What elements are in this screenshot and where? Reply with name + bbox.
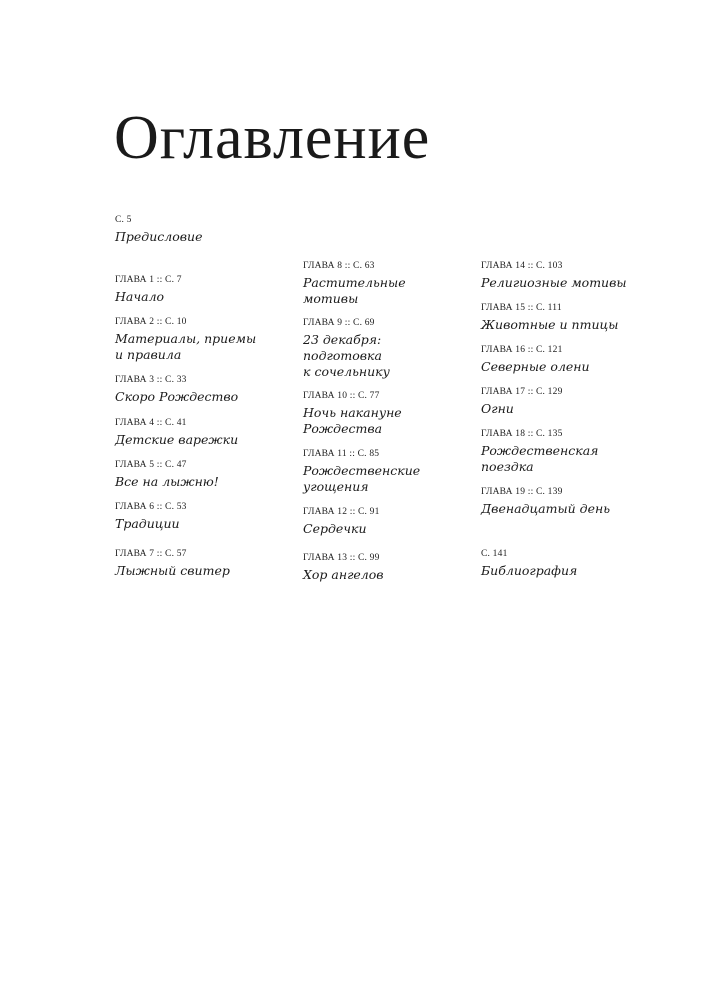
toc-entry-page-ref: ГЛАВА 16 :: С. 121 — [481, 345, 563, 355]
toc-entry-chapter-13[interactable] — [303, 553, 463, 583]
toc-entry-page-ref: ГЛАВА 12 :: С. 91 — [303, 507, 380, 517]
toc-entry-page-ref: ГЛАВА 8 :: С. 63 — [303, 261, 375, 271]
toc-entry-page-ref: ГЛАВА 13 :: С. 99 — [303, 553, 380, 563]
toc-entry-page-ref: С. 141 — [481, 549, 508, 559]
toc-entry-title: Детские варежки — [115, 432, 239, 447]
toc-entry-chapter-12[interactable] — [303, 507, 463, 537]
toc-entry-page-ref: ГЛАВА 19 :: С. 139 — [481, 487, 563, 497]
toc-entry-chapter-1[interactable] — [115, 275, 285, 305]
toc-entry-title: Сердечки — [303, 521, 367, 536]
toc-entry-chapter-5[interactable] — [115, 460, 285, 490]
toc-entry-chapter-10[interactable] — [303, 391, 403, 437]
toc-entry-page-ref: ГЛАВА 4 :: С. 41 — [115, 418, 187, 428]
toc-entry-title: Рождественские угощения — [303, 463, 421, 494]
toc-entry-chapter-9[interactable] — [303, 318, 391, 380]
toc-entry-chapter-19[interactable] — [481, 487, 651, 517]
toc-entry-page-ref: ГЛАВА 6 :: С. 53 — [115, 502, 187, 512]
toc-entry-title: Скоро Рождество — [115, 389, 239, 404]
toc-entry-title: Библиография — [481, 563, 578, 578]
toc-entry-chapter-15[interactable] — [481, 303, 651, 333]
toc-entry-page-ref: ГЛАВА 18 :: С. 135 — [481, 429, 563, 439]
toc-entry-title: Все на лыжню! — [115, 474, 219, 489]
toc-entry-chapter-8[interactable] — [303, 261, 406, 307]
toc-entry-title: Хор ангелов — [303, 567, 384, 582]
toc-entry-chapter-14[interactable] — [481, 261, 651, 291]
toc-entry-chapter-11[interactable] — [303, 449, 433, 495]
toc-entry-page-ref: ГЛАВА 7 :: С. 57 — [115, 549, 187, 559]
toc-entry-page-ref: ГЛАВА 3 :: С. 33 — [115, 375, 187, 385]
toc-entry-page-ref: ГЛАВА 17 :: С. 129 — [481, 387, 563, 397]
toc-entry-title: Материалы, приемы и правила — [115, 331, 257, 362]
toc-entry-title: Традиции — [115, 516, 180, 531]
page-title: Оглавление — [114, 104, 431, 172]
toc-entry-title: Животные и птицы — [481, 317, 619, 332]
toc-entry-chapter-2[interactable] — [115, 317, 260, 363]
toc-entry-page-ref: ГЛАВА 5 :: С. 47 — [115, 460, 187, 470]
toc-entry-page-ref: С. 5 — [115, 215, 132, 225]
toc-entry-page-ref: ГЛАВА 1 :: С. 7 — [115, 275, 182, 285]
toc-entry-chapter-17[interactable] — [481, 387, 651, 417]
toc-entry-chapter-4[interactable] — [115, 418, 285, 448]
toc-entry-chapter-16[interactable] — [481, 345, 651, 375]
toc-entry-page-ref: ГЛАВА 14 :: С. 103 — [481, 261, 563, 271]
toc-entry-title: 23 декабря: подготовка к сочельнику — [303, 332, 390, 379]
toc-entry-page-ref: ГЛАВА 15 :: С. 111 — [481, 303, 562, 313]
toc-entry-chapter-18[interactable] — [481, 429, 601, 475]
toc-entry-title: Огни — [481, 401, 514, 416]
toc-entry-chapter-7[interactable] — [115, 549, 285, 579]
toc-entry-title: Рождественская поездка — [481, 443, 599, 474]
toc-entry-title: Растительные мотивы — [303, 275, 406, 306]
toc-entry-chapter-3[interactable] — [115, 375, 285, 405]
toc-entry-foreword[interactable] — [115, 215, 285, 245]
toc-entry-title: Религиозные мотивы — [481, 275, 627, 290]
toc-entry-title: Лыжный свитер — [115, 563, 230, 578]
toc-entry-page-ref: ГЛАВА 9 :: С. 69 — [303, 318, 375, 328]
toc-entry-chapter-6[interactable] — [115, 502, 285, 532]
toc-entry-page-ref: ГЛАВА 2 :: С. 10 — [115, 317, 187, 327]
toc-entry-page-ref: ГЛАВА 11 :: С. 85 — [303, 449, 380, 459]
toc-entry-title: Двенадцатый день — [481, 501, 611, 516]
toc-entry-bibliography[interactable] — [481, 549, 651, 579]
toc-entry-title: Ночь накануне Рождества — [303, 405, 402, 436]
toc-entry-title: Северные олени — [481, 359, 590, 374]
toc-entry-page-ref: ГЛАВА 10 :: С. 77 — [303, 391, 380, 401]
toc-entry-title: Предисловие — [115, 229, 203, 244]
toc-entry-title: Начало — [115, 289, 165, 304]
